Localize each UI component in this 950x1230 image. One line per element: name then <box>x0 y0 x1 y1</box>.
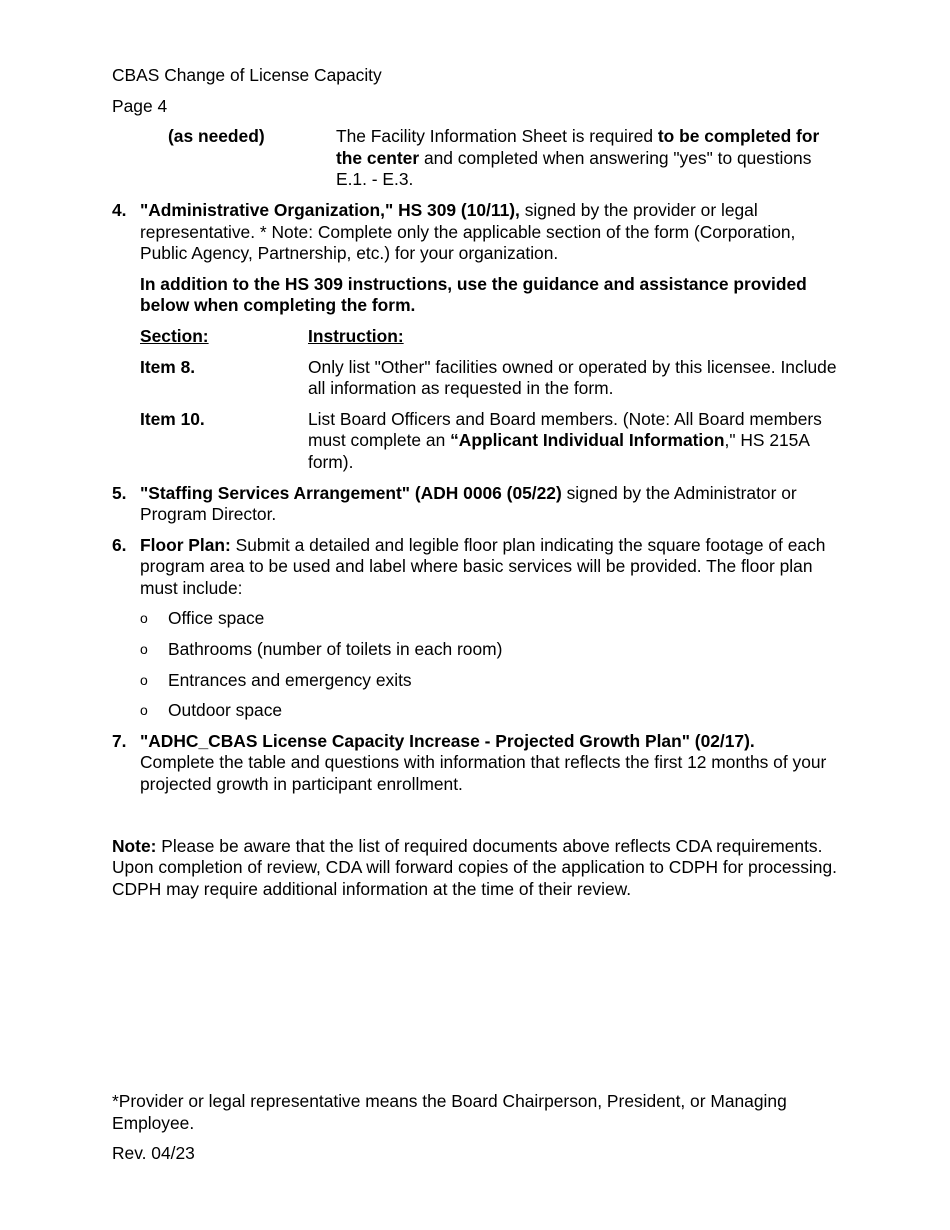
table-header-row <box>140 326 842 348</box>
instruction-table <box>140 326 842 474</box>
carryover-text: The Facility Information Sheet is required to be completed for the center and completed when answering "yes" to questions E.1. - E.3. <box>336 126 820 190</box>
guidance-text: In addition to the HS 309 instructions, use the guidance and assistance provided below when completing the form. <box>140 273 807 316</box>
footnote-text: *Provider or legal representative means the Board Chairperson, President, or Managing Employee. <box>112 1091 787 1133</box>
table-row: Item 8. Only list "Other" facilities owned or operated by this licensee. Include all information as requested in the form. <box>140 356 837 399</box>
list-item-4: 4. "Administrative Organization," HS 309 (10/11), signed by the provider or legal representative. * Note: Complete only the applicable section of the form (Corporation, Public Agency, Partnership, etc.) for your organization. <box>112 199 796 264</box>
item-5-title: "Staffing Services Arrangement" (ADH 0006 (05/22) <box>140 482 562 503</box>
note-paragraph: Note: Please be aware that the list of required documents above reflects CDA requirements. Upon completion of review, CDA will forward copies of the application to CDPH for processing. CDPH may require additional information at the time of their review. <box>112 835 837 899</box>
carryover-label: (as needed) <box>168 126 265 147</box>
item-6-title: Floor Plan: <box>140 534 231 555</box>
list-item: o Outdoor space <box>140 700 283 721</box>
page-number: Page 4 <box>112 95 168 116</box>
col-instruction: Instruction: <box>308 325 404 346</box>
table-row: Item 10. List Board Officers and Board members. (Note: All Board members must complete an “Applicant Individual Information," HS 215A form). <box>140 408 822 472</box>
document-header <box>112 65 842 117</box>
item-7-title: "ADHC_CBAS License Capacity Increase - Projected Growth Plan" (02/17). <box>140 730 755 751</box>
list-item: o Bathrooms (number of toilets in each room) <box>140 639 503 660</box>
item-4-title: "Administrative Organization," HS 309 (10/11), <box>140 199 520 220</box>
list-item-5: 5. "Staffing Services Arrangement" (ADH 0006 (05/22) signed by the Administrator or Program Director. <box>112 482 797 525</box>
item-4-text: signed by the provider or legal representative. * Note: Complete only the applicable section of the form (Corporation, Public Agency, Partnership, etc.) for your organization. <box>140 199 796 264</box>
document-page <box>112 65 842 900</box>
document-title: CBAS Change of License Capacity <box>112 65 382 85</box>
col-section: Section: <box>140 325 209 346</box>
list-item-7: 7. "ADHC_CBAS License Capacity Increase - Projected Growth Plan" (02/17). Complete the table and questions with information that reflects the first 12 months of your projected growth in participant enrollment. <box>112 730 827 795</box>
floor-plan-bullets <box>140 608 842 721</box>
list-item-6: 6. Floor Plan: Submit a detailed and legible floor plan indicating the square footage of each program area to be used and label where basic services will be provided. The floor plan must include: <box>112 534 826 598</box>
list-item: o Office space <box>140 608 265 629</box>
revision-text: Rev. 04/23 <box>112 1143 195 1164</box>
carryover-row <box>168 126 842 191</box>
list-item: o Entrances and emergency exits <box>140 669 412 690</box>
page-footer <box>112 1091 842 1174</box>
